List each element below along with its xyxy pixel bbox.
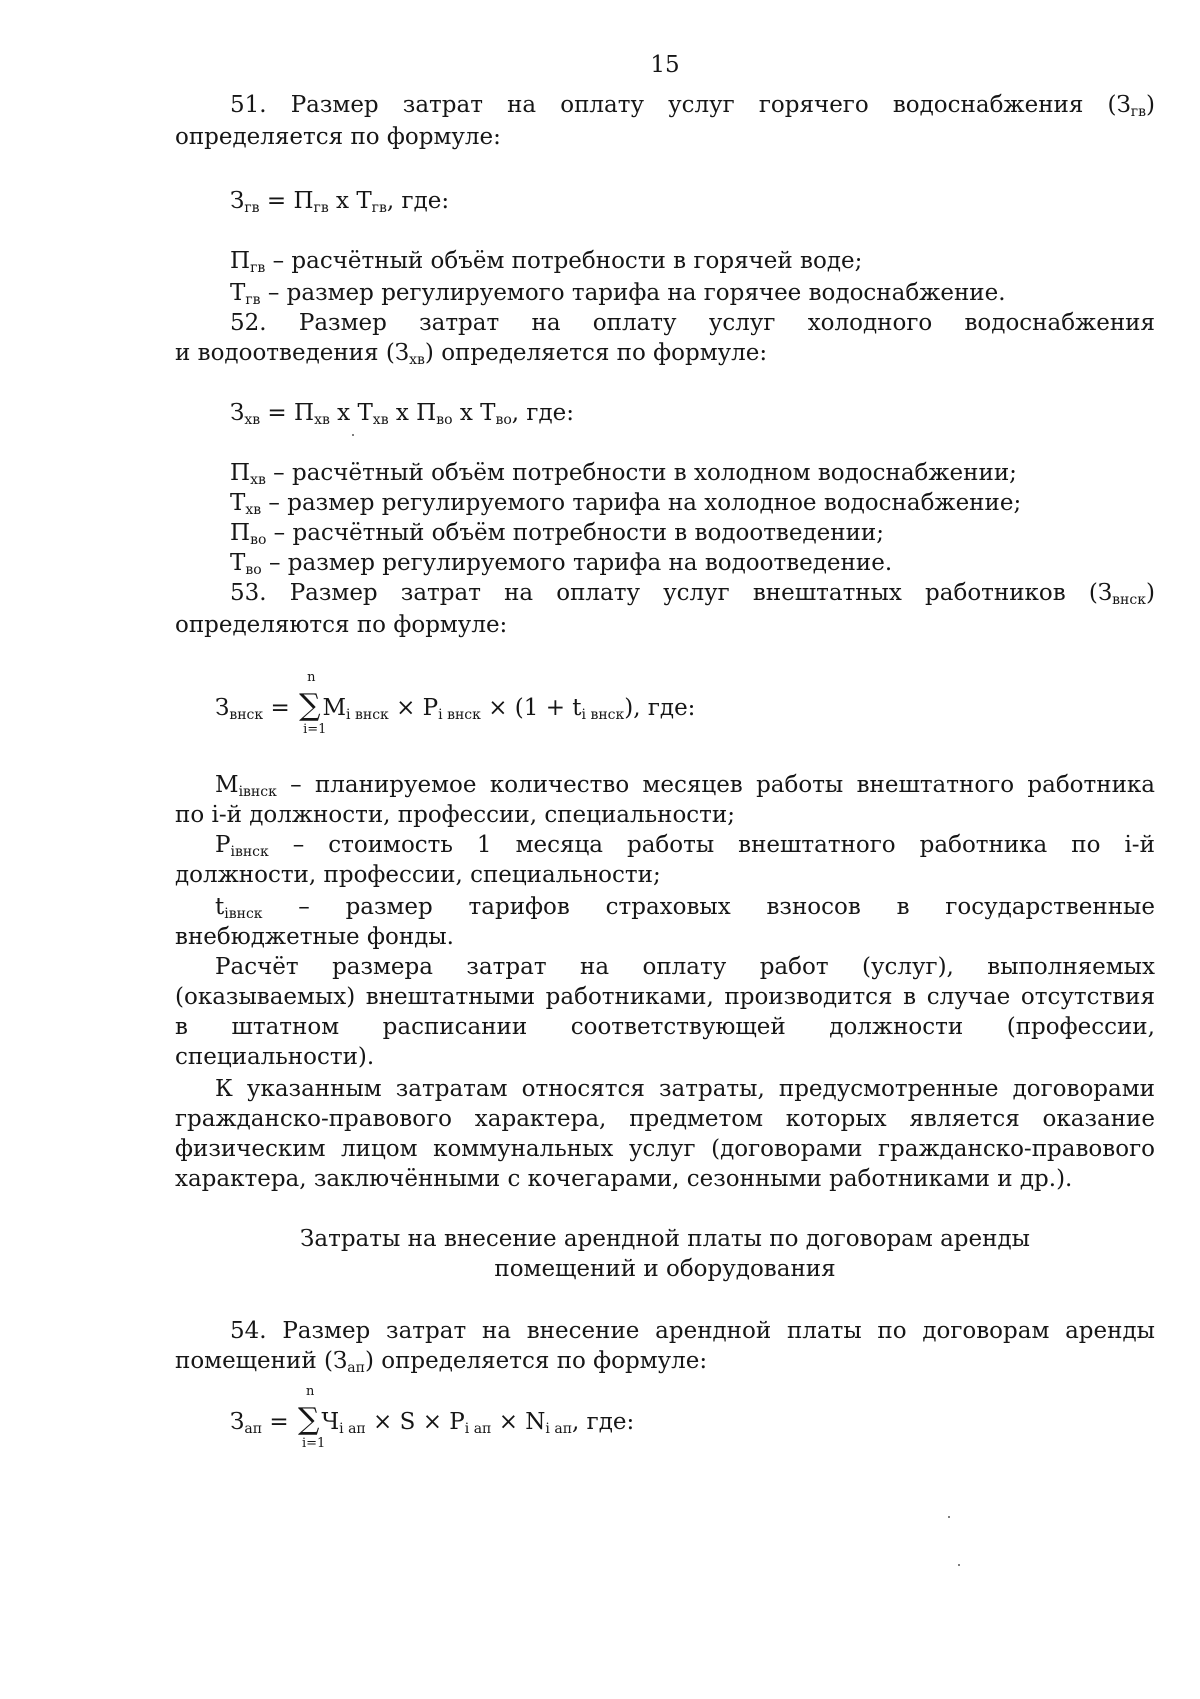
word: в [896, 894, 910, 920]
def-p-gv [230, 248, 1155, 276]
p53-line1 [230, 580, 1155, 608]
sum-upper: n [307, 670, 316, 685]
f-sub: i ап [339, 1421, 366, 1437]
word: затрат [466, 954, 547, 980]
word: (услуг), [861, 954, 954, 980]
word: работника [919, 832, 1048, 858]
word: характера, [474, 1106, 607, 1132]
word: на [481, 1318, 511, 1344]
word: К [215, 1076, 233, 1102]
z-symbol: (З [1088, 580, 1113, 606]
f-eq: = [262, 1409, 289, 1435]
f-sub: хв [372, 412, 389, 428]
f-sub: гв [313, 200, 329, 216]
word: водоснабжения [892, 92, 1084, 118]
word: внесение [526, 1318, 640, 1344]
z-symbol: (З [1107, 92, 1131, 118]
scan-speck [958, 1564, 960, 1566]
scan-speck [352, 434, 354, 436]
f-z: З [230, 188, 245, 214]
word: услуг [708, 310, 776, 336]
f-part: , где: [511, 400, 574, 426]
def-t-hv [230, 490, 1155, 518]
word: затраты, [659, 1076, 765, 1102]
para1-line3 [175, 1014, 1155, 1042]
word: на [507, 92, 537, 118]
subscript: гв [1130, 104, 1147, 120]
p53-line2: определяются по формуле: [175, 612, 508, 638]
word: которых [785, 1106, 887, 1132]
word: оплату [556, 580, 640, 606]
word: соответствующей [570, 1014, 786, 1040]
p54-num: 54. [230, 1318, 267, 1344]
word: Размер [289, 580, 378, 606]
word: работ [759, 954, 829, 980]
para1-line2 [175, 984, 1155, 1012]
def-m-line1 [215, 772, 1155, 800]
def-sub: во [250, 532, 267, 548]
word: на [504, 580, 534, 606]
f-eq: = [263, 695, 290, 721]
formula-zgv [230, 188, 1155, 216]
word: штатном [231, 1014, 340, 1040]
word: (оказываемых) [175, 984, 356, 1010]
sym: t [215, 894, 225, 920]
word: выполняемых [987, 954, 1155, 980]
word: – [292, 832, 305, 858]
def-sub: хв [250, 472, 266, 488]
word-z [1089, 580, 1155, 608]
sum-lower: i=1 [303, 722, 327, 737]
def-symbol [215, 772, 277, 800]
word: 1 [476, 832, 492, 858]
def-symbol: Т [230, 490, 246, 516]
p54-line2 [175, 1348, 1155, 1376]
f-part: х Т [452, 400, 496, 426]
def-sub: во [245, 562, 262, 578]
p52-line2 [175, 340, 1155, 368]
word: внештатного [856, 772, 1015, 798]
word-z [1107, 92, 1155, 120]
def-text: – расчётный объём потребности в горячей воде; [265, 248, 863, 274]
para2-line4: характера, заключёнными с кочегарами, сезонными работниками и др.). [175, 1166, 1073, 1192]
f-sub: гв [371, 200, 387, 216]
sum-sign: ∑ n i=1 [299, 670, 327, 737]
section-heading-line1: Затраты на внесение арендной платы по договорам аренды [300, 1226, 1030, 1252]
f-sub: i внск [581, 707, 625, 723]
word: Размер [298, 310, 387, 336]
word: арендной [655, 1318, 772, 1344]
def-symbol: Т [230, 280, 246, 306]
def-t-vo [230, 550, 1155, 578]
word: гражданско-правового [175, 1106, 452, 1132]
word: относятся [521, 1076, 645, 1102]
def-t-line2: внебюджетные фонды. [175, 924, 454, 950]
word: затратам [395, 1076, 508, 1102]
word: i-й [1124, 832, 1155, 858]
formula-zap [230, 1384, 1155, 1451]
word: отсутствия [1020, 984, 1155, 1010]
p51-num: 51. [230, 92, 267, 118]
word: на [580, 954, 610, 980]
paren: ) [1145, 580, 1155, 606]
def-symbol [215, 894, 263, 922]
word: коммунальных [433, 1136, 614, 1162]
word: по [1071, 832, 1101, 858]
sym: M [215, 772, 239, 798]
f-x: × S × P [365, 1409, 465, 1435]
sum-lower: i=1 [301, 1436, 326, 1451]
def-symbol: П [230, 520, 251, 546]
f-sub: i внск [346, 707, 389, 723]
f-part: х Т [329, 400, 373, 426]
f-ch: Ч [321, 1409, 340, 1435]
def-text: – размер регулируемого тарифа на холодное водоснабжение; [261, 490, 1022, 516]
word: физическим [175, 1136, 326, 1162]
word: страховых [605, 894, 731, 920]
f-sub: во [436, 412, 453, 428]
section-heading-line2: помещений и оборудования [494, 1256, 836, 1282]
word: Размер [282, 1318, 371, 1344]
word: тарифов [468, 894, 570, 920]
text: и водоотведения (З [175, 340, 410, 366]
word: платы [786, 1318, 862, 1344]
f-part: х П [388, 400, 437, 426]
word: услуг [663, 580, 730, 606]
word: горячего [758, 92, 869, 118]
subscript: внск [1112, 592, 1146, 608]
p51-line2: определяется по формуле: [175, 124, 501, 150]
word: в [903, 984, 917, 1010]
word: услуг [668, 92, 735, 118]
word: предусмотренные [778, 1076, 999, 1102]
formula-zhv [230, 400, 1155, 428]
f-end: , где: [386, 188, 450, 214]
f-sub: во [495, 412, 512, 428]
word: размер [345, 894, 433, 920]
word: является [909, 1106, 1020, 1132]
word: случае [926, 984, 1011, 1010]
def-p-line2: должности, профессии, специальности; [175, 862, 661, 888]
def-p-vo [230, 520, 1155, 548]
word: работы [626, 832, 715, 858]
word: затрат [419, 310, 500, 336]
f-z: З [230, 1409, 245, 1435]
word: планируемое [314, 772, 477, 798]
word: работников [925, 580, 1066, 606]
word: Расчёт [215, 954, 299, 980]
f-sub: внск [229, 707, 264, 723]
def-sub: хв [245, 502, 262, 518]
f-part: = П [260, 400, 315, 426]
f-sub: i внск [438, 707, 481, 723]
def-sub: гв [250, 260, 266, 276]
f-x: х Т [328, 188, 372, 214]
word: аренды [1065, 1318, 1155, 1344]
word: водоснабжения [964, 310, 1155, 336]
word: работы [756, 772, 844, 798]
word: затрат [386, 1318, 467, 1344]
para2-line2 [175, 1106, 1155, 1134]
subscript: ап [347, 1360, 365, 1376]
word: затрат [400, 580, 481, 606]
word: холодного [807, 310, 933, 336]
f-eq: = П [259, 188, 314, 214]
f-sub: i ап [464, 1421, 492, 1437]
def-text: – расчётный объём потребности в холодном водоснабжении; [265, 460, 1017, 486]
word: оплату [592, 310, 677, 336]
f-x: × P [388, 695, 439, 721]
def-symbol: Т [230, 550, 246, 576]
word: услуг [628, 1136, 696, 1162]
sum-sign: ∑ n i=1 [297, 1384, 326, 1451]
word: Размер [290, 92, 379, 118]
f-z: З [215, 695, 230, 721]
def-t-line1 [215, 894, 1155, 922]
word: работника [1027, 772, 1155, 798]
word: количество [489, 772, 630, 798]
def-text: – размер регулируемого тарифа на горячее водоснабжение. [260, 280, 1006, 306]
word: указанным [246, 1076, 382, 1102]
word: (договорами [711, 1136, 863, 1162]
word: месяцев [642, 772, 743, 798]
sym: P [215, 832, 231, 858]
word: оплату [642, 954, 727, 980]
word: затрат [402, 92, 483, 118]
text: помещений (З [175, 1348, 348, 1374]
word: расписании [382, 1014, 528, 1040]
word: договорам [922, 1318, 1050, 1344]
def-p-hv [230, 460, 1155, 488]
scan-speck [948, 1516, 950, 1518]
word: должности [829, 1014, 964, 1040]
word: по [877, 1318, 907, 1344]
word: договорами [1012, 1076, 1155, 1102]
word: – [290, 772, 302, 798]
word: внештатных [752, 580, 902, 606]
f-x: × N [491, 1409, 546, 1435]
word: гражданско-правового [877, 1136, 1155, 1162]
para1-line4: специальности). [175, 1044, 375, 1070]
word: – [298, 894, 310, 920]
word: взносов [766, 894, 861, 920]
f-end: , где: [572, 1409, 635, 1435]
word: оказание [1042, 1106, 1155, 1132]
word: (профессии, [1006, 1014, 1155, 1040]
f-part: З [230, 400, 245, 426]
word: работниками, [545, 984, 714, 1010]
text: ) определяется по формуле: [424, 340, 768, 366]
text: ) определяется по формуле: [364, 1348, 708, 1374]
para2-line3 [175, 1136, 1155, 1164]
word: внештатными [365, 984, 536, 1010]
def-symbol: П [230, 460, 251, 486]
subscript: хв [409, 352, 425, 368]
f-m: M [322, 695, 347, 721]
def-sub: гв [245, 292, 261, 308]
def-m-line2: по i-й должности, профессии, специальности; [175, 802, 735, 828]
sum-upper: n [305, 1384, 315, 1399]
paren: ) [1146, 92, 1155, 118]
formula-zvnsk [215, 670, 1140, 737]
def-symbol: П [230, 248, 251, 274]
word: в [175, 1014, 188, 1040]
word: оплату [560, 92, 644, 118]
def-t-gv [230, 280, 1155, 308]
p54-line1 [230, 1318, 1155, 1346]
word: на [531, 310, 561, 336]
f-sub: гв [244, 200, 260, 216]
word: государственные [945, 894, 1155, 920]
f-end: ), где: [624, 695, 696, 721]
p52-num: 52. [230, 310, 267, 336]
def-text: – размер регулируемого тарифа на водоотведение. [261, 550, 893, 576]
sub: iвнск [230, 844, 269, 860]
def-symbol [215, 832, 269, 860]
word: стоимость [328, 832, 453, 858]
para2-line1 [215, 1076, 1155, 1104]
p53-num: 53. [230, 580, 267, 606]
word: предметом [629, 1106, 763, 1132]
para1-line1 [215, 954, 1155, 982]
word: производится [724, 984, 893, 1010]
f-sub: хв [314, 412, 330, 428]
def-text: – расчётный объём потребности в водоотведении; [266, 520, 884, 546]
p51-line1 [230, 92, 1155, 120]
f-x: × (1 + t [480, 695, 582, 721]
sub: iвнск [224, 906, 263, 922]
p52-line1 [230, 310, 1155, 338]
sub: iвнск [238, 784, 277, 800]
page-number: 15 [650, 52, 680, 78]
def-p-line1 [215, 832, 1155, 860]
word: внештатного [738, 832, 896, 858]
f-sub: ап [244, 1421, 263, 1437]
f-sub: i ап [545, 1421, 573, 1437]
word: месяца [515, 832, 603, 858]
word: лицом [341, 1136, 418, 1162]
word: размера [332, 954, 433, 980]
f-sub: хв [244, 412, 261, 428]
